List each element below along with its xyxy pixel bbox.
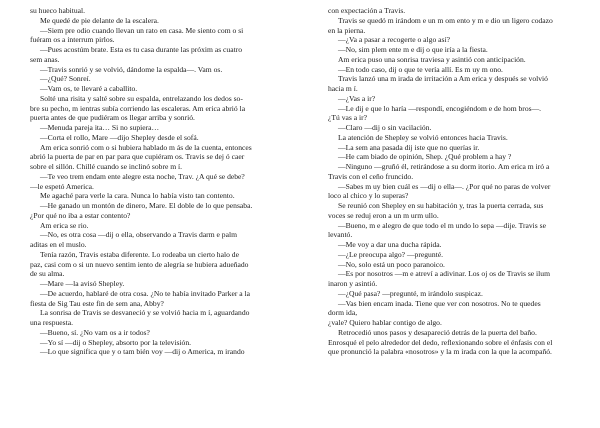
text-line: Travis con el ceño fruncido.	[328, 171, 414, 181]
text-line: —Me voy a dar una ducha rápida.	[338, 240, 442, 249]
text-line: Am erica sonrió com o si hubiera hablado m ás de la cuenta, entonces	[40, 142, 252, 152]
text-line: de su alma.	[30, 269, 65, 279]
text-line: —Mare —la avisó Shepley.	[40, 279, 125, 288]
text-line: fuéram os a interrum pirlos.	[30, 35, 115, 45]
text-line: Travis se quedó m irándom e un m om ento y m e dio un ligero codazo	[338, 15, 553, 25]
text-line: —Sabes m uy bien cuál es —dij o ella—. ¿Por qué no paras de volver	[338, 181, 551, 191]
text-line: en la pierna.	[328, 25, 366, 35]
text-line: —Yo sí —dij o Shepley, absorto por la televisión.	[40, 337, 192, 347]
text-line: —No, es otra cosa —dij o ella, observando a Travis darm e palm	[40, 230, 237, 240]
text-line: Am erica puso una sonrisa traviesa y asintió con anticipación.	[338, 54, 526, 64]
text-line: —¿Va a pasar a recogerte o algo así?	[338, 35, 450, 45]
text-line: levantó.	[328, 230, 353, 240]
text-line: —Es por nosotros —m e atreví a adivinar. Los oj os de Travis se ilum	[338, 269, 550, 279]
text-line: ¿Tú vas a ir?	[328, 113, 368, 123]
text-line: Me agaché para verle la cara. Nunca lo había visto tan contento.	[40, 191, 235, 201]
text-line: su hueco habitual.	[30, 6, 86, 15]
text-line: hacia m í.	[328, 84, 358, 93]
text-line: —Siem pre odio cuando llevan un rato en casa. Me siento com o si	[40, 25, 244, 35]
text-line: Retrocedió unos pasos y desapareció detrás de la puerta del baño.	[338, 327, 537, 337]
text-line: Me quedé de pie delante de la escalera.	[40, 15, 159, 25]
text-line: dorm ida,	[328, 308, 358, 318]
text-line: —Te veo trem endam ente alegre esta noche, Trav. ¿A qué se debe?	[40, 171, 245, 181]
text-line: abrió la puerta de par en par para que cupiéram os. Travis se dej ó caer	[30, 152, 245, 162]
text-line: —Bueno, sí. ¿No vam os a ir todos?	[40, 327, 150, 337]
text-line: —No, sim plem ente m e dij o que iría a la fiesta.	[338, 45, 488, 54]
text-line: —En todo caso, dij o que te vería allí. Es m uy m ono.	[338, 64, 503, 74]
text-line: —le espetó America.	[30, 181, 94, 191]
text-line: —Corta el rollo, Mare —dijo Shepley desde el sofá.	[40, 132, 199, 142]
text-line: —Vam os, te llevaré a caballito.	[40, 84, 138, 93]
text-line: Travis lanzó una m irada de irritación a Am erica y después se volvió	[338, 74, 548, 84]
right-page	[328, 6, 586, 428]
text-line: sem anas.	[30, 54, 60, 64]
text-line: sobre el sillón. Chillé cuando se inclinó sobre m í.	[30, 162, 183, 171]
text-line: —¿Vas a ir?	[338, 93, 376, 103]
text-line: —Menuda pareja ita… Si no supiera…	[40, 123, 160, 132]
text-line: fiesta de Sig Tau este fin de sem ana, Abby?	[30, 298, 164, 308]
text-line: Enrosqué el pelo alrededor del dedo, reflexionando sobre el énfasis con el	[328, 337, 553, 347]
text-line: que pronunció la palabra «nosotros» y la m irada con la que la acompañó.	[328, 347, 552, 357]
text-line: paz, casi com o si un nuevo sentim iento de alegría se hubiera adueñado	[30, 259, 249, 269]
text-line: —No, solo está un poco paranoico.	[338, 259, 445, 269]
text-line: La atención de Shepley se volvió entonces hacia Travis.	[338, 132, 508, 142]
text-line: —Vas bien encam inada. Tiene que ver con nosotros. No te quedes	[338, 298, 541, 308]
text-line: La sonrisa de Travis se desvaneció y se volvió hacia m í, aguardando	[40, 308, 250, 318]
text-line: Se reunió con Shepley en su habitación y, tras la puerta cerrada, sus	[338, 201, 544, 210]
text-line: puerta antes de que pudiéram os llegar arriba y sonrió.	[30, 113, 195, 123]
text-line: inaron y asintió.	[328, 279, 378, 288]
text-line: Am erica se rio.	[40, 220, 89, 230]
text-line: con expectación a Travis.	[328, 6, 406, 15]
text-line: Solté una risita y salté sobre su espalda, entrelazando los dedos so-	[40, 93, 243, 103]
text-line: —Bueno, m e alegro de que todo el m undo lo sepa —dije. Travis se	[338, 220, 546, 230]
text-line: —Lo que significa que y o tam bién voy —dij o America, m irando	[40, 347, 245, 357]
left-page	[30, 6, 296, 428]
text-line: —La sem ana pasada dij iste que no querías ir.	[338, 142, 480, 152]
text-line: Tenía razón, Travis estaba diferente. Lo rodeaba un cierto halo de	[40, 249, 239, 259]
text-line: —He ganado un montón de dinero, Mare. El doble de lo que pensaba.	[40, 201, 253, 210]
text-line: ¿Por qué no iba a estar contento?	[30, 210, 131, 220]
text-line: —¿Qué? Sonreí.	[40, 74, 91, 84]
text-line: una respuesta.	[30, 318, 74, 327]
text-line: loco al chico y lo superas?	[328, 191, 409, 201]
text-line: —He cam biado de opinión, Shep. ¿Qué problem a hay ?	[338, 152, 512, 162]
text-line: —¿Le preocupa algo? —pregunté.	[338, 249, 443, 259]
text-line: —Claro —dij o sin vacilación.	[338, 123, 432, 132]
text-line: —Pues acostúm brate. Esta es tu casa durante las próxim as cuatro	[40, 45, 243, 54]
text-line: —Ninguno —gruñó él, retirándose a su dorm itorio. Am erica m iró a	[338, 162, 550, 171]
text-line: —Le dij e que lo haría —respondí, encogiéndom e de hom bros—.	[338, 103, 542, 113]
text-line: —De acuerdo, hablaré de otra cosa. ¿No te había invitado Parker a la	[40, 288, 250, 298]
text-line: bre su pecho, m ientras subía corriendo las escaleras. Am erica abrió la	[30, 103, 246, 113]
text-line: aditas en el muslo.	[30, 240, 87, 249]
text-line: voces se reduj eron a un m urm ullo.	[328, 210, 439, 220]
text-line: —¿Qué pasa? —pregunté, m irándolo suspicaz.	[338, 288, 483, 298]
text-line: ¿vale? Quiero hablar contigo de algo.	[328, 318, 442, 327]
text-line: —Travis sonrió y se volvió, dándome la espalda—. Vam os.	[40, 64, 223, 74]
